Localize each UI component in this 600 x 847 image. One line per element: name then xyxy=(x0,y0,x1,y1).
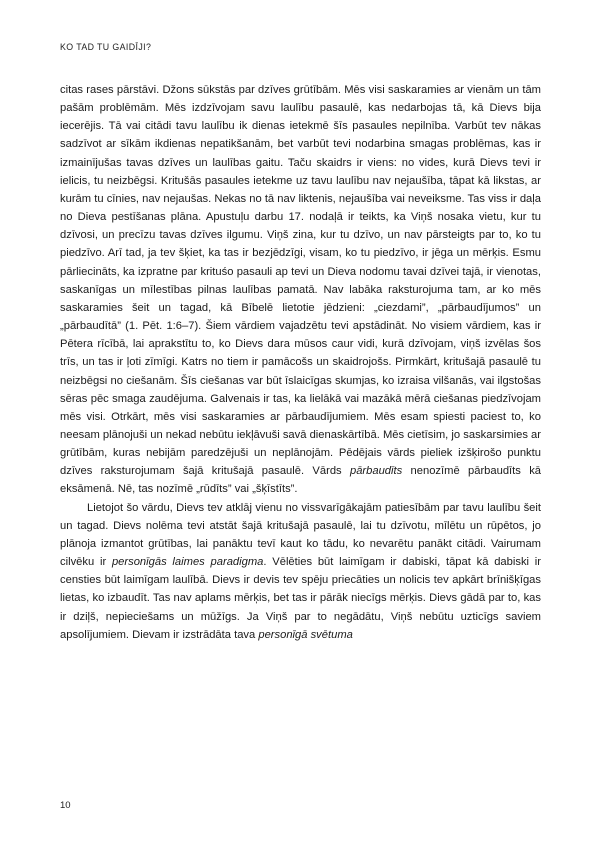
paragraph-1-tail: nenozīmē pārbaudīts kā eksāmenā. Nē, tas nozīmē „rūdīts” vai „šķīstīts”. xyxy=(60,465,542,496)
body-text xyxy=(60,81,541,644)
paragraph-1-text: citas rases pārstāvi. Džons sūkstās par dzīves grūtībām. Mēs visi saskaramies ar vienām un tām pašām problēmām. Mēs izdzīvojam savu laulību pasaulē, kas nedarbojas tā, kā Dievs bija iecerējis. Tā vai citādi tavu laulību ik dienas ietekmē šīs pasaules nepilnība. Varbūt tev nākas sadzīvot ar sīkām ikdienas nepatikšanām, bet varbūt tevi nodarbina smagas problēmas, kas ir izmainījušas tavas dzīves un laulības gaitu. Taču skaidrs ir viens: no vides, kurā Dievs tevi ir ielicis, tu neizbēgsi. Kritušās pasaules ietekme uz tavu laulību nav nejaušība, tāpat kā likstas, ar kurām tu cīnies, nav nejaušas. Nekas no tā nav liktenis, nejaušība vai neveiksme. Tas viss ir daļa no Dieva pestīšanas plāna. Apustuļu darbu 17. nodaļā ir teikts, ka Viņš nosaka vietu, kur tu dzīvosi, un precīzu tavas dzīves ilgumu. Viņš zina, kur tu dzīvo, un nav pārsteigts par to, ko tu piedzīvo. Arī tad, ja tev šķiet, ka tas ir bezjēdzīgi, visam, ko tu piedzīvo, ir jēga un mērķis. Esmu pārliecināts, ka izpratne par krituśo pasauli ap tevi un Dieva nodomu tavai dzīvei tajā, ir vienotas, saskanīgas un mīlestības pilnas laulības pamatā. Nav labāka raksturojuma tam, ar ko mēs saskaramies šeit un tagad, kā Bībelē lietotie jēdzieni: „ciezdami”, „pārbaudījumos” un „pārbaudītā” (1. Pēt. 1:6–7). Šiem vārdiem vajadzētu tevi apstādināt. No visiem vārdiem, kas ir Pētera rīcībā, lai aprakstītu to, ko Dievs dara mūsos caur vidi, kurā dzīvojam, viņš izvēlas šos trīs, un tas ir ļoti zīmīgi. Katrs no tiem ir pamācošs un skaidrojošs. Pirmkārt, kritušajā pasaulē tu neizbēgsi no ciešanām. Šīs ciešanas var būt īslaicīgas skumjas, ko izraisa vilšanās, vai ilgstošas sēras pēc smaga zaudējuma. Galvenais ir tas, ka lielākā vai mazākā mērā ciešanas piedzīvojam mēs visi. Otrkārt, mēs visi saskaramies ar pārbaudījumiem. Mēs esam spiesti paciest to, ko neesam plānojuši un nekad nebūtu iekļāvuši savā dienaskārtībā. Mēs cietīsim, jo saskarsimies ar grūtībām, kuras nebijām paredzējuši un neplānojām. Pēdējais vārds pieliek izšķirošo punktu dzīves raksturojumam šajā kritušajā pasaulē. Vārds xyxy=(60,84,541,478)
emphasis-personal-holiness: personīgā svētuma xyxy=(258,628,353,641)
paragraph-2 xyxy=(60,499,541,644)
running-head: KO TAD TU GAIDĪJI? xyxy=(60,42,152,52)
paragraph-2-middle: . Vēlēties būt laimīgam ir dabiski, tāpat kā dabiski ir censties būt laimīgam laulībā. Dievs ir devis tev spēju priecāties un nolicis tev apkārt brīnišķīgas lietas, ko izbaudīt. Tas nav aplams mērķis, bet tas ir pārāk niecīgs mērķis. Dievs gādā par to, kas ir dziļš, nepieciešams un mūžīgs. Ja Viņš par to negādātu, Viņš nebūtu uzticīgs saviem apsolījumiem. Dievam ir izstrādāta tava xyxy=(60,556,541,641)
page-number: 10 xyxy=(60,800,71,811)
paragraph-2-text: Lietojot šo vārdu, Dievs tev atklāj vienu no vissvarīgākajām patiesībām par tavu laulību šeit un tagad. Dievs nolēma tevi atstāt šajā kritušajā pasaulē, lai tu dzīvotu, mīlētu un rūpētos, jo plānoja izmantot grūtības, lai panāktu tevī kaut ko tādu, ko nevarētu panākt citādi. Vairumam cilvēku ir xyxy=(60,501,541,569)
paragraph-1 xyxy=(60,81,541,499)
emphasis-parbaudits: pārbaudīts xyxy=(349,465,403,478)
emphasis-personal-happiness-paradigm: personīgās laimes paradigma xyxy=(111,556,264,569)
